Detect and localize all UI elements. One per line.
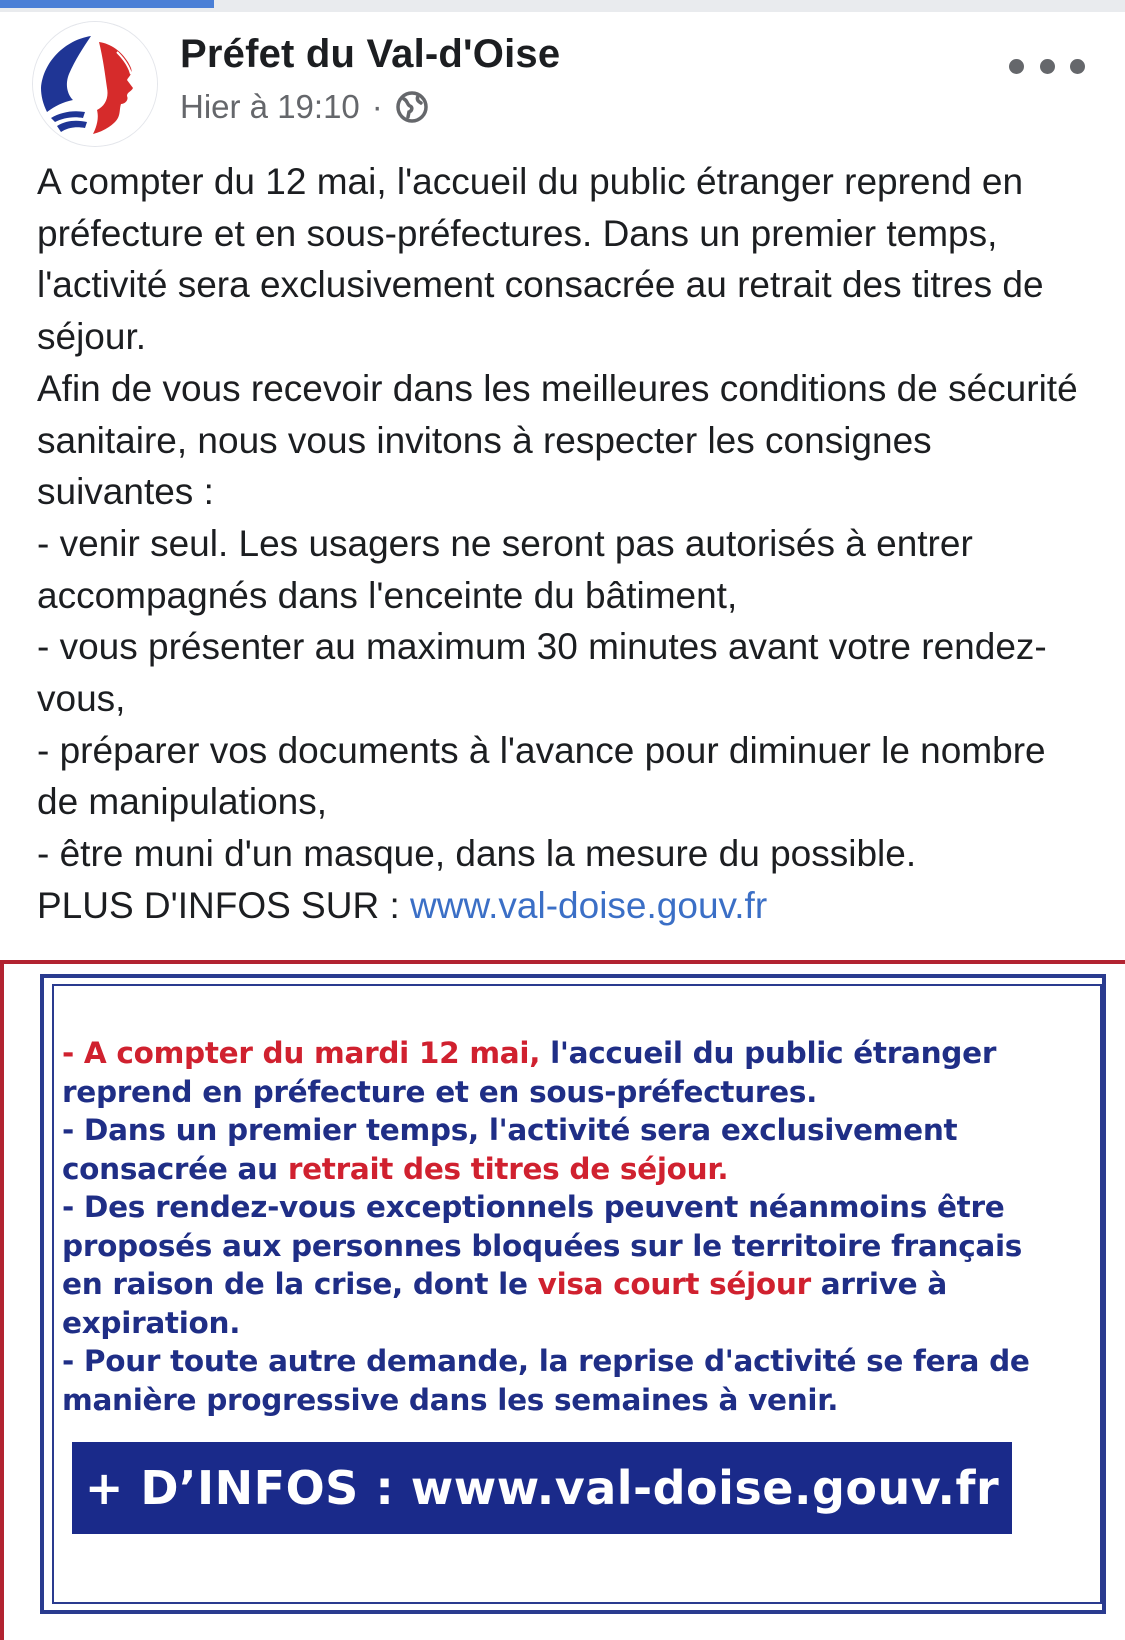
notice-line-1-text: l'accueil du public étranger reprend en préfecture et en sous-préfectures. [62, 1036, 997, 1109]
post-paragraph: A compter du 12 mai, l'accueil du public étranger reprend en préfecture et en sous-préfectures. Dans un premier temps, l'activité sera exclusivement consacrée au retrait des titres de séjour. [37, 161, 1044, 358]
notice-line-3-text: - Des rendez-vous exceptionnels peuvent néanmoins être proposés aux personnes bloquées sur le territoire français en raison de la crise, dont le [62, 1190, 1023, 1301]
avatar[interactable] [33, 22, 157, 146]
page-name[interactable]: Préfet du Val-d'Oise [180, 32, 561, 76]
notice-highlight: retrait des titres de séjour. [287, 1151, 729, 1186]
notice-visa-highlight: visa court séjour [537, 1267, 811, 1301]
post-meta [180, 88, 429, 126]
notice-line-2-text: - Dans un premier temps, l'activité sera exclusivement consacrée au [62, 1113, 958, 1186]
post-header [0, 12, 1125, 152]
post-paragraph: - être muni d'un masque, dans la mesure du possible. [37, 833, 917, 875]
notice-line-4: - Pour toute autre demande, la reprise d'activité se fera de manière progressive dans les semaines à venir. [62, 1344, 1030, 1417]
meta-separator: · [371, 88, 383, 125]
post-paragraph: - préparer vos documents à l'avance pour diminuer le nombre de manipulations, [37, 729, 1046, 823]
more-dot [1040, 59, 1055, 74]
more-info-label: PLUS D'INFOS SUR : [37, 884, 411, 926]
more-dots-icon [1009, 59, 1024, 74]
loading-progress-fill [0, 0, 214, 8]
loading-progress-bar [0, 0, 1125, 12]
post-paragraph: - venir seul. Les usagers ne seront pas autorisés à entrer accompagnés dans l'enceinte du bâtiment, [37, 522, 973, 616]
notice-line-1 [62, 1034, 1062, 1111]
more-dot [1070, 59, 1085, 74]
more-options-button[interactable] [1009, 46, 1085, 86]
globe-icon [395, 90, 429, 124]
post-body [37, 156, 1097, 932]
marianne-logo-icon [33, 22, 157, 146]
notice-date: - A compter du mardi 12 mai, [62, 1036, 541, 1070]
notice-text [62, 1034, 1062, 1419]
more-info-line [37, 880, 1097, 932]
website-link[interactable]: www.val-doise.gouv.fr [410, 884, 768, 926]
post-timestamp[interactable]: Hier à 19:10 [180, 88, 360, 125]
notice-line-3-end: arrive à expiration. [62, 1267, 947, 1340]
notice-line-2 [62, 1111, 1062, 1188]
notice-line-3 [62, 1188, 1062, 1342]
post-paragraph: Afin de vous recevoir dans les meilleures conditions de sécurité sanitaire, nous vous invitons à respecter les consignes suivantes : [37, 367, 1078, 513]
post-image[interactable] [0, 960, 1125, 1640]
post-paragraph: - vous présenter au maximum 30 minutes avant votre rendez-vous, [37, 626, 1047, 720]
info-banner: + D’INFOS : www.val-doise.gouv.fr [72, 1442, 1012, 1534]
